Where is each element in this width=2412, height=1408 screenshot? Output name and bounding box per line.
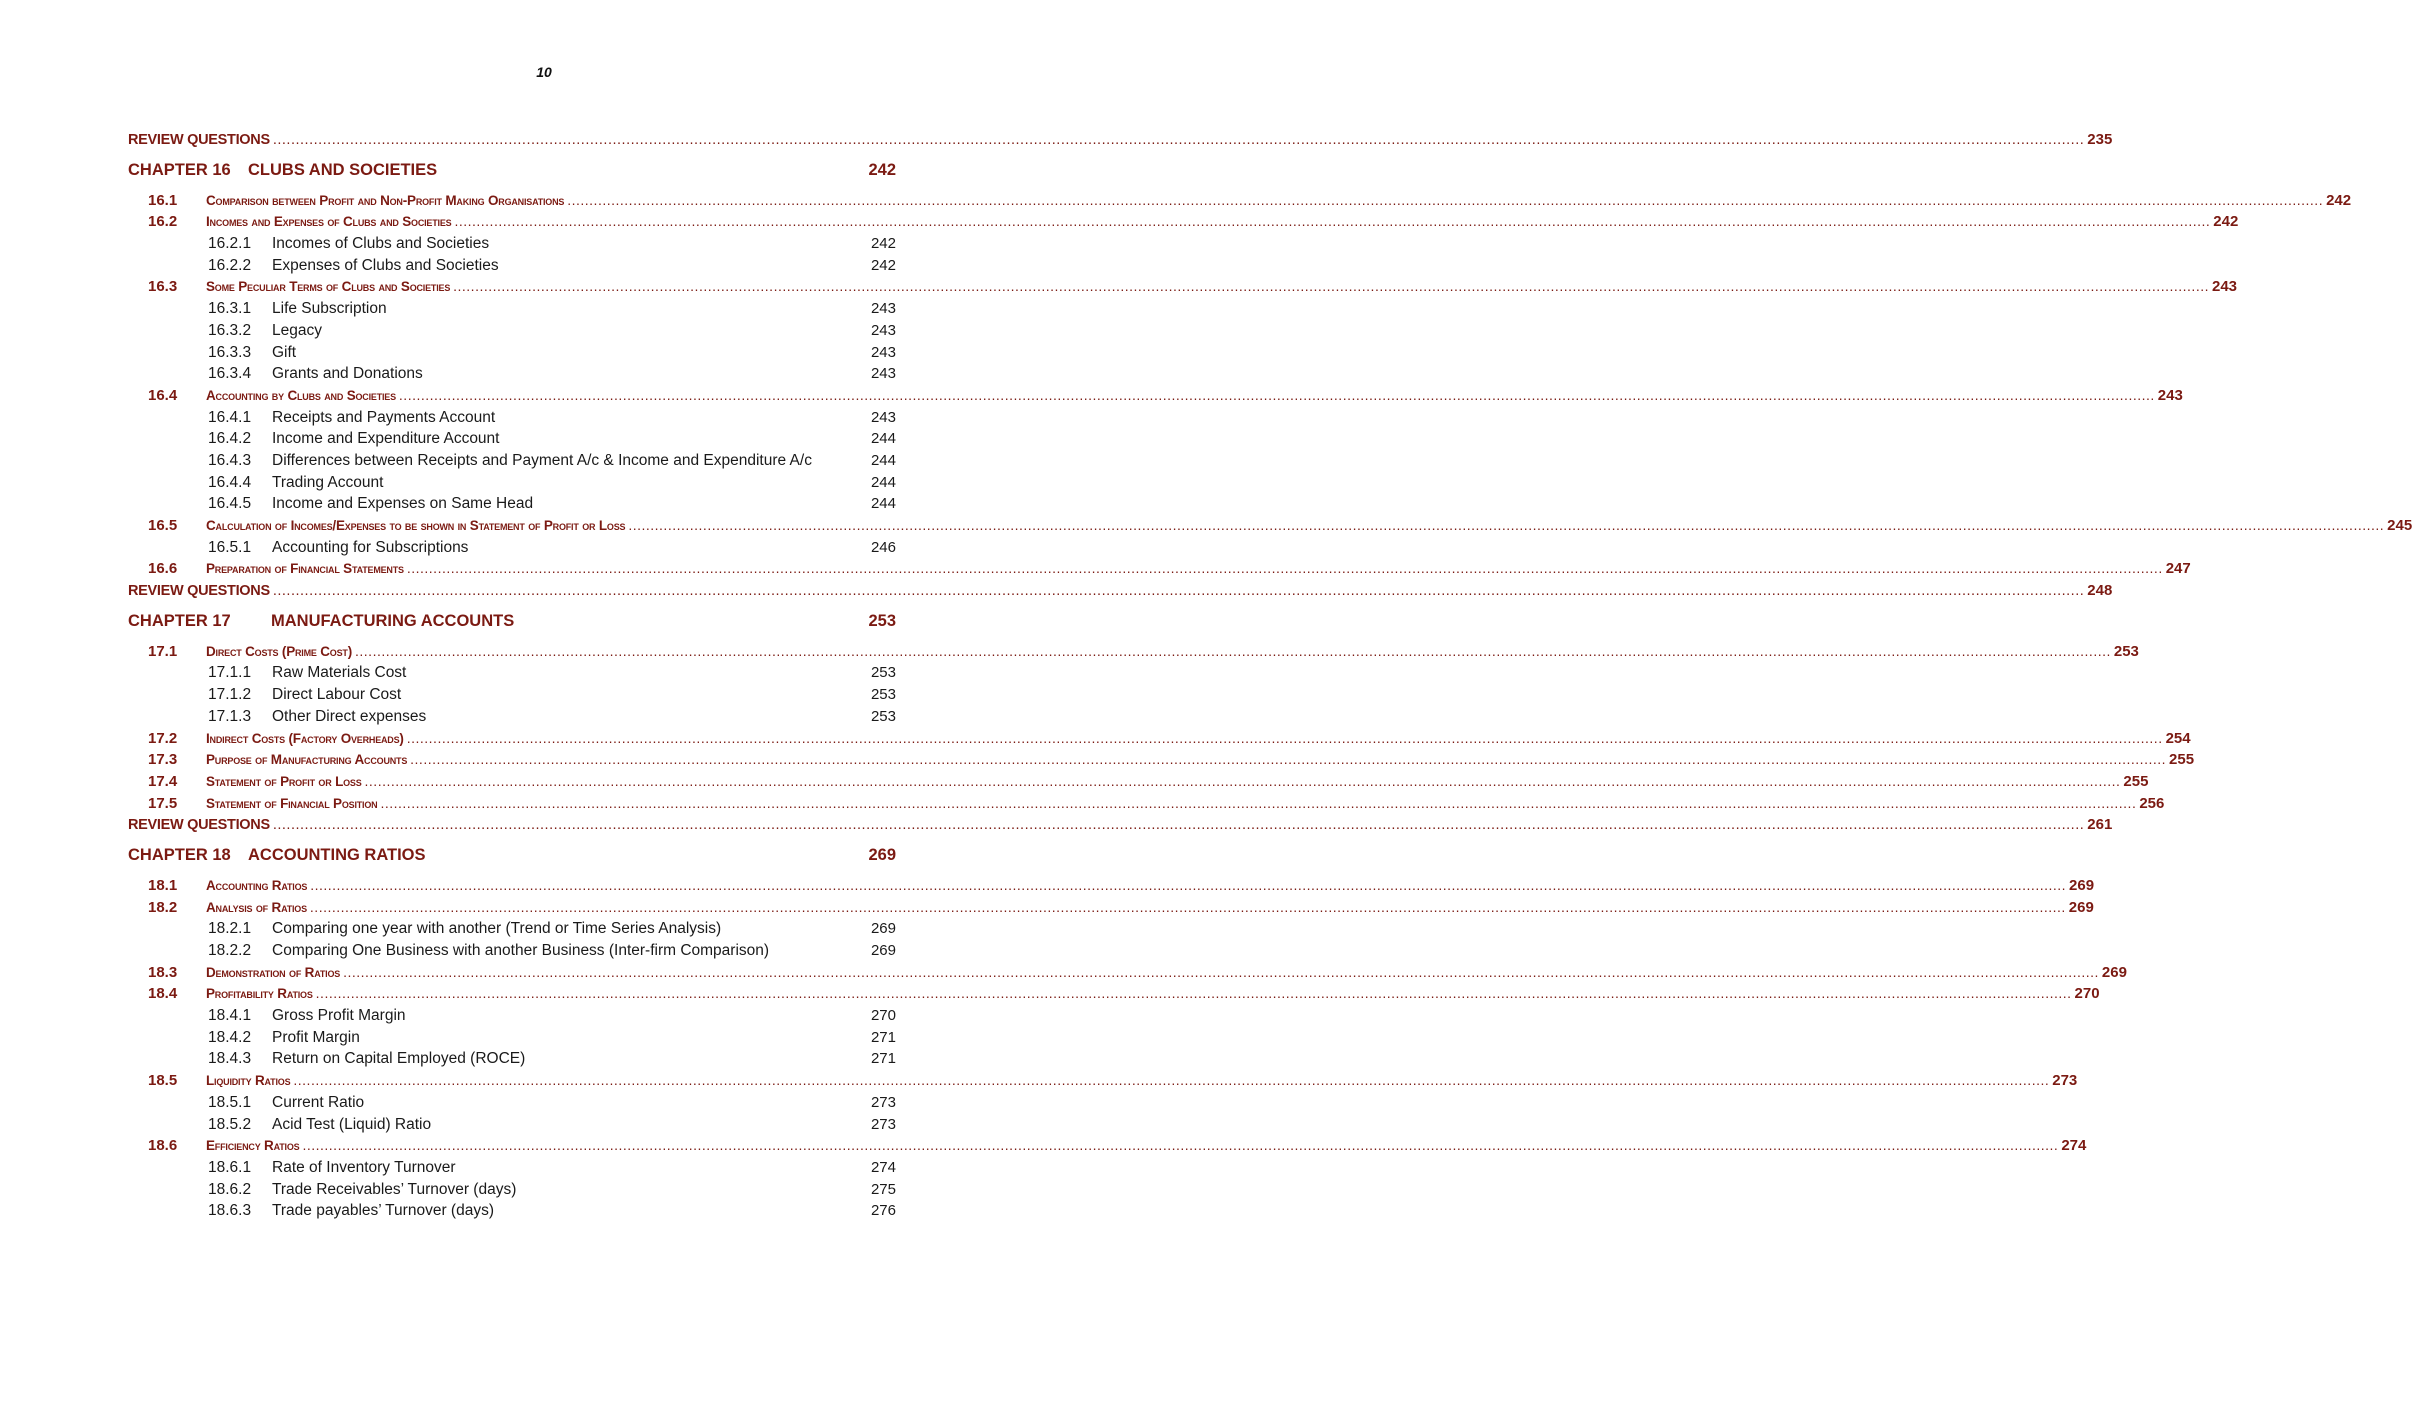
section-title: Incomes and Expenses of Clubs and Societies <box>206 214 452 230</box>
review-page: 235 <box>2087 131 2113 148</box>
section-title: Some Peculiar Terms of Clubs and Societies <box>206 279 451 295</box>
section-title: Profitability Ratios <box>206 986 313 1002</box>
section-title: Calculation of Incomes/Expenses to be shown in Statement of Profit or Loss <box>206 518 626 533</box>
chapter-page: 253 <box>868 611 896 630</box>
chapter-label: CHAPTER 16 <box>128 160 231 179</box>
subsection-page: 269 <box>870 942 896 959</box>
subsection-page: 271 <box>870 1028 896 1046</box>
toc-subsection[interactable] <box>128 363 896 385</box>
toc-subsection[interactable] <box>128 493 896 515</box>
subsection-title: Life Subscription <box>272 300 387 318</box>
review-title: REVIEW QUESTIONS <box>128 817 270 834</box>
section-page: 269 <box>2068 898 2094 916</box>
toc-review-questions[interactable] <box>128 129 2113 151</box>
subsection-number: 18.5.2 <box>208 1115 252 1133</box>
toc-section[interactable] <box>128 897 2094 919</box>
subsection-number: 18.4.1 <box>208 1007 252 1025</box>
toc-subsection[interactable] <box>128 428 896 450</box>
section-number: 17.2 <box>148 729 178 747</box>
section-title: Comparison between Profit and Non-Profit Making Organisations <box>206 192 565 208</box>
section-number: 17.1 <box>148 642 178 660</box>
section-number: 18.6 <box>148 1137 178 1155</box>
toc-section[interactable] <box>128 1135 2087 1157</box>
dot-leader: ................................................................................................................................................................................................................................................................................................................................................................................................................ <box>315 985 2072 1002</box>
subsection-number: 18.6.3 <box>208 1202 252 1220</box>
dot-leader: ................................................................................................................................................................................................................................................................................................................................................................................................................ <box>406 560 2163 577</box>
subsection-number: 18.4.2 <box>208 1028 252 1046</box>
subsection-number: 16.2.2 <box>208 256 252 274</box>
chapter-title: MANUFACTURING ACCOUNTS <box>271 611 515 630</box>
toc-section[interactable] <box>128 558 2191 580</box>
subsection-page: 243 <box>870 408 896 426</box>
subsection-page: 273 <box>870 1093 896 1111</box>
chapter-title: ACCOUNTING RATIOS <box>248 845 426 864</box>
subsection-page: 243 <box>870 343 896 361</box>
subsection-number: 16.3.4 <box>208 365 252 383</box>
section-page: 245 <box>2387 517 2412 534</box>
subsection-title: Receipts and Payments Account <box>272 408 496 426</box>
toc-subsection[interactable] <box>128 255 896 277</box>
section-page: 255 <box>2123 772 2149 790</box>
section-number: 18.2 <box>148 898 178 916</box>
subsection-page: 253 <box>870 707 896 725</box>
toc-section[interactable] <box>128 276 2238 298</box>
toc-subsection[interactable] <box>128 662 896 684</box>
table-of-contents <box>128 129 2412 1222</box>
subsection-page: 244 <box>870 473 896 491</box>
section-page: 243 <box>2211 278 2238 296</box>
dot-leader: ................................................................................................................................................................................................................................................................................................................................................................................................................ <box>453 278 2209 295</box>
section-page: 242 <box>2213 213 2239 231</box>
toc-subsection[interactable] <box>128 407 896 429</box>
section-page: 269 <box>2101 963 2127 981</box>
section-number: 17.4 <box>148 772 178 790</box>
toc-subsection[interactable] <box>128 298 896 320</box>
review-page: 261 <box>2087 816 2113 834</box>
review-title: REVIEW QUESTIONS <box>128 583 270 600</box>
toc-subsection[interactable] <box>128 450 896 472</box>
toc-section[interactable] <box>128 641 2139 663</box>
dot-leader: ................................................................................................................................................................................................................................................................................................................................................................................................................ <box>454 213 2211 230</box>
subsection-title: Current Ratio <box>272 1093 365 1111</box>
toc-subsection[interactable] <box>128 1048 896 1070</box>
toc-section[interactable] <box>128 190 2352 212</box>
section-page: 254 <box>2165 729 2191 747</box>
toc-section[interactable] <box>128 211 2239 233</box>
toc-section[interactable] <box>128 1070 2078 1092</box>
subsection-title: Trade payables’ Turnover (days) <box>272 1202 494 1220</box>
subsection-number: 17.1.2 <box>208 686 252 704</box>
subsection-page: 253 <box>870 686 896 704</box>
subsection-number: 18.6.1 <box>208 1158 252 1176</box>
dot-leader: ................................................................................................................................................................................................................................................................................................................................................................................................................ <box>410 751 2167 768</box>
toc-subsection[interactable] <box>128 918 896 940</box>
toc-subsection[interactable] <box>128 940 896 962</box>
subsection-number: 18.2.1 <box>208 920 252 938</box>
subsection-title: Accounting for Subscriptions <box>272 538 469 556</box>
section-title: Demonstration of Ratios <box>206 964 341 980</box>
subsection-title: Comparing one year with another (Trend or Time Series Analysis) <box>272 920 722 938</box>
subsection-title: Differences between Receipts and Payment A/c & Income and Expenditure A/c <box>272 451 812 469</box>
subsection-page: 243 <box>870 365 896 383</box>
subsection-number: 17.1.1 <box>208 664 252 682</box>
section-title: Analysis of Ratios <box>206 899 307 915</box>
section-number: 18.3 <box>148 963 178 981</box>
dot-leader: ................................................................................................................................................................................................................................................................................................................................................................................................................ <box>567 191 2324 208</box>
toc-subsection[interactable] <box>128 320 896 342</box>
toc-subsection[interactable] <box>128 1027 896 1049</box>
toc-subsection[interactable] <box>128 1157 896 1179</box>
toc-subsection[interactable] <box>128 1005 896 1027</box>
dot-leader: ................................................................................................................................................................................................................................................................................................................................................................................................................ <box>628 517 2385 533</box>
subsection-title: Raw Materials Cost <box>272 664 407 682</box>
subsection-number: 16.4.2 <box>208 430 252 448</box>
page-number: 10 <box>536 64 552 80</box>
subsection-title: Expenses of Clubs and Societies <box>272 256 499 274</box>
section-title: Statement of Financial Position <box>206 795 378 811</box>
toc-subsection[interactable] <box>128 472 896 494</box>
toc-section[interactable] <box>128 962 2127 984</box>
section-number: 16.4 <box>148 386 178 404</box>
toc-section[interactable] <box>128 875 2095 897</box>
section-number: 16.5 <box>148 517 178 534</box>
subsection-title: Incomes of Clubs and Societies <box>272 235 490 253</box>
review-title: REVIEW QUESTIONS <box>128 132 270 148</box>
subsection-number: 16.4.3 <box>208 451 252 469</box>
section-page: 274 <box>2061 1137 2087 1155</box>
subsection-title: Income and Expenses on Same Head <box>272 495 534 513</box>
toc-subsection[interactable] <box>128 537 896 559</box>
toc-review-questions[interactable] <box>128 814 2113 836</box>
toc-subsection[interactable] <box>128 233 896 255</box>
subsection-title: Trade Receivables’ Turnover (days) <box>272 1180 517 1198</box>
toc-review-questions[interactable] <box>128 580 2113 602</box>
chapter-label: CHAPTER 17 <box>128 611 231 630</box>
section-number: 18.4 <box>148 985 178 1003</box>
subsection-page: 275 <box>870 1180 896 1198</box>
section-title: Purpose of Manufacturing Accounts <box>206 752 408 768</box>
toc-section[interactable] <box>128 385 2183 407</box>
subsection-number: 16.2.1 <box>208 235 252 253</box>
subsection-page: 244 <box>870 495 896 513</box>
section-number: 16.6 <box>148 560 178 578</box>
section-page: 242 <box>2326 191 2352 209</box>
toc-subsection[interactable] <box>128 1200 896 1222</box>
subsection-page: 242 <box>870 256 896 274</box>
toc-section[interactable] <box>128 983 2100 1005</box>
dot-leader: ................................................................................................................................................................................................................................................................................................................................................................................................................ <box>310 876 2067 893</box>
section-page: 273 <box>2052 1072 2078 1090</box>
subsection-title: Comparing One Business with another Business (Inter-firm Comparison) <box>272 942 770 959</box>
section-title: Preparation of Financial Statements <box>206 561 404 577</box>
subsection-page: 244 <box>870 430 896 448</box>
subsection-page: 269 <box>870 920 896 938</box>
section-page: 270 <box>2074 985 2100 1003</box>
toc-section[interactable] <box>128 771 2149 793</box>
dot-leader: ................................................................................................................................................................................................................................................................................................................................................................................................................ <box>343 963 2099 980</box>
dot-leader: ................................................................................................................................................................................................................................................................................................................................................................................................................ <box>293 1072 2050 1089</box>
subsection-title: Rate of Inventory Turnover <box>272 1158 456 1176</box>
subsection-page: 253 <box>870 664 896 682</box>
dot-leader: ................................................................................................................................................................................................................................................................................................................................................................................................................ <box>355 642 2111 659</box>
dot-leader: ................................................................................................................................................................................................................................................................................................................................................................................................................ <box>309 898 2066 915</box>
section-number: 16.3 <box>148 278 178 296</box>
section-number: 17.5 <box>148 794 178 812</box>
subsection-number: 17.1.3 <box>208 707 252 725</box>
subsection-title: Other Direct expenses <box>272 707 427 725</box>
section-number: 18.1 <box>148 876 178 894</box>
subsection-page: 270 <box>870 1007 896 1025</box>
section-title: Liquidity Ratios <box>206 1073 291 1089</box>
section-title: Direct Costs (Prime Cost) <box>206 643 353 659</box>
dot-leader: ................................................................................................................................................................................................................................................................................................................................................................................................................ <box>398 386 2155 403</box>
subsection-number: 16.4.4 <box>208 473 252 491</box>
section-title: Efficiency Ratios <box>206 1138 300 1154</box>
section-page: 253 <box>2113 642 2139 660</box>
dot-leader: ................................................................................................................................................................................................................................................................................................................................................................................................................ <box>302 1137 2059 1154</box>
subsection-page: 243 <box>870 300 896 318</box>
subsection-title: Gift <box>272 343 297 361</box>
toc-section[interactable] <box>128 515 2412 537</box>
subsection-number: 16.4.5 <box>208 495 252 513</box>
dot-leader: ................................................................................................................................................................................................................................................................................................................................................................................................................ <box>272 583 2085 600</box>
toc-subsection[interactable] <box>128 342 896 364</box>
section-number: 18.5 <box>148 1072 178 1090</box>
subsection-page: 243 <box>870 321 896 339</box>
subsection-page: 246 <box>870 538 896 556</box>
subsection-number: 18.2.2 <box>208 942 252 959</box>
toc-subsection[interactable] <box>128 706 896 728</box>
section-page: 269 <box>2069 876 2095 894</box>
subsection-title: Grants and Donations <box>272 365 423 383</box>
subsection-title: Direct Labour Cost <box>272 686 402 704</box>
subsection-number: 16.3.3 <box>208 343 252 361</box>
chapter-heading[interactable] <box>128 151 896 190</box>
toc-subsection[interactable] <box>128 1092 896 1114</box>
subsection-number: 16.5.1 <box>208 538 252 556</box>
subsection-title: Trading Account <box>272 473 384 491</box>
dot-leader: ................................................................................................................................................................................................................................................................................................................................................................................................................ <box>272 132 2085 148</box>
toc-section[interactable] <box>128 728 2191 750</box>
section-number: 16.1 <box>148 191 178 209</box>
subsection-title: Legacy <box>272 321 322 339</box>
chapter-page: 242 <box>868 160 896 179</box>
subsection-number: 18.5.1 <box>208 1093 252 1111</box>
subsection-number: 18.6.2 <box>208 1180 252 1198</box>
subsection-number: 16.4.1 <box>208 408 252 426</box>
subsection-number: 16.3.1 <box>208 300 252 318</box>
subsection-page: 276 <box>870 1202 896 1220</box>
subsection-title: Return on Capital Employed (ROCE) <box>272 1050 526 1068</box>
section-page: 247 <box>2165 560 2191 578</box>
toc-section[interactable] <box>128 793 2165 815</box>
chapter-heading[interactable] <box>128 602 896 641</box>
toc-subsection[interactable] <box>128 684 896 706</box>
section-number: 16.2 <box>148 213 178 231</box>
section-page: 256 <box>2139 794 2165 812</box>
subsection-title: Gross Profit Margin <box>272 1007 406 1025</box>
section-title: Indirect Costs (Factory Overheads) <box>206 730 404 746</box>
subsection-number: 16.3.2 <box>208 321 252 339</box>
subsection-number: 18.4.3 <box>208 1050 252 1068</box>
toc-subsection[interactable] <box>128 1114 896 1136</box>
subsection-title: Profit Margin <box>272 1028 360 1046</box>
dot-leader: ................................................................................................................................................................................................................................................................................................................................................................................................................ <box>380 794 2137 811</box>
section-title: Statement of Profit or Loss <box>206 773 362 789</box>
chapter-title: CLUBS AND SOCIETIES <box>248 160 438 179</box>
section-title: Accounting Ratios <box>206 877 308 893</box>
section-page: 243 <box>2157 386 2183 404</box>
review-page: 248 <box>2087 582 2113 600</box>
section-title: Accounting by Clubs and Societies <box>206 387 396 403</box>
chapter-heading[interactable] <box>128 836 896 875</box>
chapter-page: 269 <box>868 845 896 864</box>
subsection-title: Income and Expenditure Account <box>272 430 500 448</box>
subsection-page: 274 <box>870 1158 896 1176</box>
subsection-page: 271 <box>870 1050 896 1068</box>
dot-leader: ................................................................................................................................................................................................................................................................................................................................................................................................................ <box>364 772 2121 789</box>
section-page: 255 <box>2169 751 2195 769</box>
dot-leader: ................................................................................................................................................................................................................................................................................................................................................................................................................ <box>406 729 2163 746</box>
subsection-title: Acid Test (Liquid) Ratio <box>272 1115 432 1133</box>
subsection-page: 242 <box>870 235 896 253</box>
subsection-page: 244 <box>870 451 896 469</box>
chapter-label: CHAPTER 18 <box>128 845 231 864</box>
toc-subsection[interactable] <box>128 1179 896 1201</box>
subsection-page: 273 <box>870 1115 896 1133</box>
section-number: 17.3 <box>148 751 178 769</box>
dot-leader: ................................................................................................................................................................................................................................................................................................................................................................................................................ <box>272 817 2085 834</box>
toc-section[interactable] <box>128 749 2195 771</box>
